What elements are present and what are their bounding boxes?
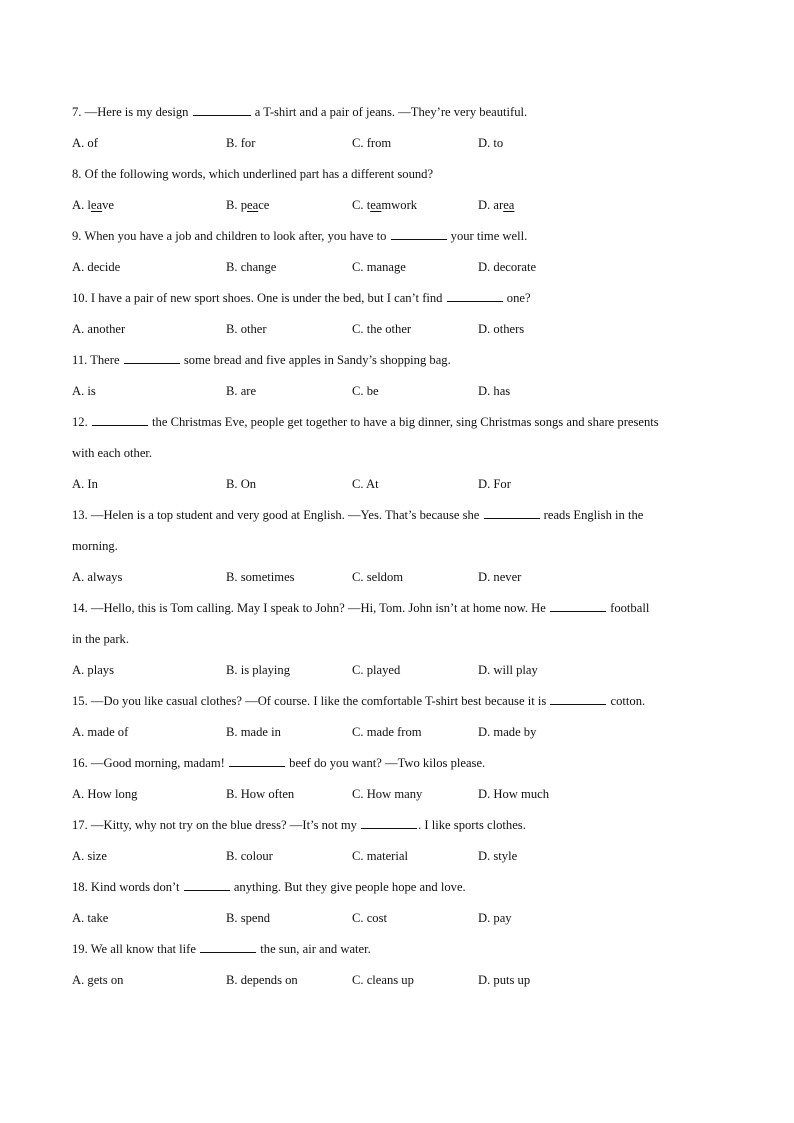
option-d[interactable]: D. puts up: [478, 973, 531, 987]
option-c[interactable]: C. cost: [352, 911, 387, 925]
option-d[interactable]: D. decorate: [478, 260, 537, 274]
answer-blank: [550, 600, 606, 612]
option-c[interactable]: [352, 197, 417, 213]
option-a[interactable]: A. made of: [72, 725, 129, 739]
text-segment: in the park.: [72, 632, 130, 646]
option-c[interactable]: C. played: [352, 663, 401, 677]
question-stem: [72, 755, 722, 771]
option-a[interactable]: [72, 197, 114, 213]
text-segment: the sun, air and water.: [257, 942, 371, 956]
underlined-letters: ea: [503, 198, 515, 212]
option-a[interactable]: A. gets on: [72, 973, 124, 987]
question-stem: [72, 507, 722, 523]
underlined-letters: ea: [370, 198, 382, 212]
text-segment: A. l: [72, 198, 91, 212]
option-b[interactable]: B. colour: [226, 849, 273, 863]
option-d[interactable]: D. style: [478, 849, 518, 863]
text-segment: B. p: [226, 198, 247, 212]
option-c[interactable]: C. be: [352, 384, 379, 398]
answer-blank: [200, 941, 256, 953]
question-stem: [72, 600, 722, 616]
option-d[interactable]: D. will play: [478, 663, 538, 677]
option-a[interactable]: A. always: [72, 570, 123, 584]
text-segment: 19. We all know that life: [72, 942, 200, 956]
option-a[interactable]: A. size: [72, 849, 107, 863]
answer-blank: [361, 817, 417, 829]
question-stem: [72, 166, 722, 182]
text-segment: 12.: [72, 415, 91, 429]
option-b[interactable]: B. On: [226, 477, 257, 491]
text-segment: the Christmas Eve, people get together to have a big dinner, sing Christmas songs and share presents: [148, 415, 659, 429]
text-segment: 11. There: [72, 353, 123, 367]
option-a[interactable]: A. decide: [72, 260, 121, 274]
option-a[interactable]: A. How long: [72, 787, 138, 801]
underlined-letters: ea: [247, 198, 259, 212]
text-segment: 18. Kind words don’t: [72, 880, 183, 894]
option-c[interactable]: C. the other: [352, 322, 412, 336]
option-b[interactable]: B. other: [226, 322, 267, 336]
option-d[interactable]: D. pay: [478, 911, 512, 925]
option-b[interactable]: B. sometimes: [226, 570, 295, 584]
text-segment: C. t: [352, 198, 371, 212]
text-segment: D. ar: [478, 198, 504, 212]
question-stem-continuation: [72, 631, 722, 647]
option-a[interactable]: A. take: [72, 911, 109, 925]
question-stem: [72, 879, 722, 895]
option-b[interactable]: B. is playing: [226, 663, 291, 677]
option-b[interactable]: B. change: [226, 260, 277, 274]
question-stem: [72, 104, 722, 120]
text-segment: ve: [102, 198, 114, 212]
text-segment: 7. —Here is my design: [72, 105, 192, 119]
question-stem: [72, 693, 722, 709]
option-b[interactable]: B. depends on: [226, 973, 298, 987]
question-stem: [72, 817, 722, 833]
option-a[interactable]: A. another: [72, 322, 126, 336]
question-stem: [72, 228, 722, 244]
option-c[interactable]: C. manage: [352, 260, 406, 274]
option-c[interactable]: C. cleans up: [352, 973, 414, 987]
underlined-letters: ea: [90, 198, 103, 212]
option-b[interactable]: B. are: [226, 384, 257, 398]
option-c[interactable]: C. made from: [352, 725, 422, 739]
question-stem: [72, 290, 722, 306]
option-c[interactable]: C. seldom: [352, 570, 404, 584]
text-segment: morning.: [72, 539, 118, 553]
option-d[interactable]: D. For: [478, 477, 511, 491]
option-a[interactable]: A. plays: [72, 663, 114, 677]
option-c[interactable]: C. How many: [352, 787, 423, 801]
answer-blank: [391, 228, 447, 240]
text-segment: mwork: [381, 198, 418, 212]
text-segment: football: [607, 601, 650, 615]
text-segment: 16. —Good morning, madam!: [72, 756, 229, 770]
option-c[interactable]: C. from: [352, 136, 392, 150]
question-stem: [72, 941, 722, 957]
option-b[interactable]: B. made in: [226, 725, 281, 739]
text-segment: 9. When you have a job and children to look after, you have to: [72, 229, 390, 243]
text-segment: beef do you want? —Two kilos please.: [286, 756, 486, 770]
option-d[interactable]: [478, 197, 514, 213]
text-segment: 14. —Hello, this is Tom calling. May I speak to John? —Hi, Tom. John isn’t at home now. He: [72, 601, 549, 615]
text-segment: ce: [258, 198, 270, 212]
answer-blank: [124, 352, 180, 364]
text-segment: anything. But they give people hope and love.: [230, 880, 466, 894]
question-stem-continuation: [72, 445, 722, 461]
option-b[interactable]: B. How often: [226, 787, 295, 801]
option-c[interactable]: C. At: [352, 477, 379, 491]
question-stem: [72, 414, 722, 430]
option-d[interactable]: D. How much: [478, 787, 550, 801]
text-segment: 10. I have a pair of new sport shoes. One is under the bed, but I can’t find: [72, 291, 446, 305]
answer-blank: [184, 879, 230, 891]
option-b[interactable]: [226, 197, 269, 213]
text-segment: with each other.: [72, 446, 153, 460]
answer-blank: [193, 104, 251, 116]
option-b[interactable]: B. spend: [226, 911, 271, 925]
text-segment: 13. —Helen is a top student and very good at English. —Yes. That’s because she: [72, 508, 483, 522]
option-d[interactable]: D. made by: [478, 725, 537, 739]
text-segment: cotton.: [607, 694, 646, 708]
text-segment: reads English in the: [540, 508, 644, 522]
text-segment: 8. Of the following words, which underlined part has a different sound?: [72, 167, 434, 181]
text-segment: 17. —Kitty, why not try on the blue dress? —It’s not my: [72, 818, 361, 832]
answer-blank: [447, 290, 503, 302]
option-a[interactable]: A. is: [72, 384, 96, 398]
option-d[interactable]: D. others: [478, 322, 525, 336]
answer-blank: [550, 693, 606, 705]
text-segment: a T-shirt and a pair of jeans. —They’re very beautiful.: [251, 105, 528, 119]
text-segment: . I like sports clothes.: [418, 818, 526, 832]
text-segment: 15. —Do you like casual clothes? —Of course. I like the comfortable T-shirt best because it is: [72, 694, 550, 708]
text-segment: some bread and five apples in Sandy’s shopping bag.: [180, 353, 451, 367]
option-d[interactable]: D. to: [478, 136, 504, 150]
answer-blank: [229, 755, 285, 767]
text-segment: one?: [503, 291, 531, 305]
question-stem-continuation: [72, 538, 722, 554]
text-segment: your time well.: [447, 229, 528, 243]
option-a[interactable]: A. of: [72, 136, 98, 150]
option-b[interactable]: B. for: [226, 136, 256, 150]
question-stem: [72, 352, 722, 368]
option-d[interactable]: D. has: [478, 384, 511, 398]
answer-blank: [92, 414, 148, 426]
answer-blank: [484, 507, 540, 519]
option-c[interactable]: C. material: [352, 849, 408, 863]
option-a[interactable]: A. In: [72, 477, 98, 491]
option-d[interactable]: D. never: [478, 570, 522, 584]
